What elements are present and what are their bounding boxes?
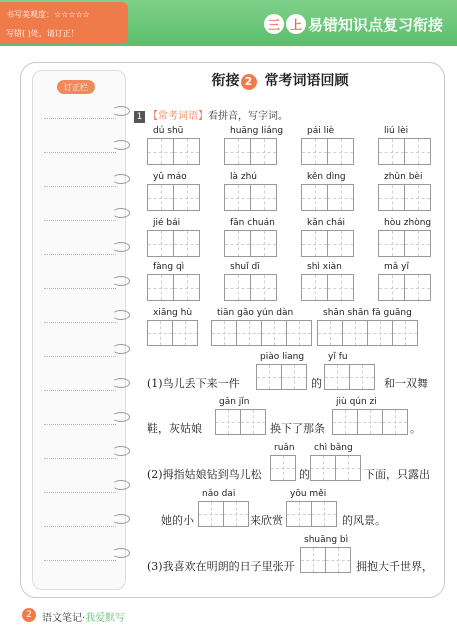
sentence-text: 的 <box>299 468 310 481</box>
answer-boxes <box>224 274 276 301</box>
answer-cell[interactable] <box>301 184 328 211</box>
answer-cell[interactable] <box>236 320 262 346</box>
answer-cell[interactable] <box>172 320 198 346</box>
pinyin-label: yǐ fu <box>328 352 348 362</box>
correction-line <box>44 526 116 527</box>
answer-boxes <box>301 274 353 301</box>
pinyin-label: liú lèi <box>384 126 409 136</box>
answer-boxes <box>286 501 336 527</box>
answer-cell[interactable] <box>335 455 361 481</box>
pinyin-label: fān chuán <box>230 218 275 228</box>
answer-cell[interactable] <box>224 274 251 301</box>
binder-ring <box>112 514 130 524</box>
answer-cell[interactable] <box>281 364 307 390</box>
answer-boxes <box>224 138 276 165</box>
answer-cell[interactable] <box>327 184 354 211</box>
answer-cell[interactable] <box>173 274 200 301</box>
correction-line <box>44 186 116 187</box>
answer-cell[interactable] <box>342 320 368 346</box>
footer-text <box>42 609 125 624</box>
answer-cell[interactable] <box>224 138 251 165</box>
answer-cell[interactable] <box>250 230 277 257</box>
answer-cell[interactable] <box>240 409 266 435</box>
correction-line <box>44 322 116 323</box>
binder-ring <box>112 208 130 218</box>
sentence-text: 和一双舞 <box>384 377 428 390</box>
answer-cell[interactable] <box>357 409 383 435</box>
sentence-text: (3)我喜欢在明朗的日子里张开 <box>147 560 295 573</box>
answer-cell[interactable] <box>378 274 405 301</box>
footer-series: 我爱默写 <box>85 613 126 624</box>
badge-line-neatness: 书写美观度：☆☆☆☆☆ <box>6 10 90 19</box>
answer-cell[interactable] <box>404 138 431 165</box>
answer-cell[interactable] <box>378 184 405 211</box>
answer-cell[interactable] <box>224 230 251 257</box>
answer-boxes <box>211 320 311 346</box>
score-badge <box>0 2 128 44</box>
answer-boxes <box>147 138 199 165</box>
answer-boxes <box>324 364 374 390</box>
answer-cell[interactable] <box>224 184 251 211</box>
pinyin-label: yōu měi <box>290 489 327 499</box>
pinyin-label: hòu zhòng <box>384 218 432 228</box>
answer-boxes <box>378 138 430 165</box>
answer-boxes <box>378 230 430 257</box>
answer-boxes <box>301 184 353 211</box>
section-name: 常考词语回顾 <box>264 73 349 89</box>
pinyin-label: jiù qún zi <box>336 397 377 407</box>
answer-boxes <box>224 230 276 257</box>
answer-cell[interactable] <box>378 230 405 257</box>
answer-boxes <box>301 230 353 257</box>
question-number: 1 <box>134 111 145 123</box>
answer-boxes <box>147 184 199 211</box>
binder-ring <box>112 140 130 150</box>
answer-cell[interactable] <box>223 501 249 527</box>
answer-boxes <box>378 274 430 301</box>
answer-cell[interactable] <box>256 364 282 390</box>
pinyin-label: shuǐ dī <box>230 262 260 272</box>
binder-ring <box>112 276 130 286</box>
answer-cell[interactable] <box>378 138 405 165</box>
pinyin-label: pái liè <box>307 126 335 136</box>
answer-boxes <box>147 230 199 257</box>
question-header <box>134 107 288 123</box>
pinyin-label: là zhú <box>230 172 258 182</box>
binder-ring <box>112 174 130 184</box>
answer-cell[interactable] <box>198 501 224 527</box>
answer-boxes <box>147 274 199 301</box>
correction-line <box>44 288 116 289</box>
correction-line <box>44 118 116 119</box>
answer-cell[interactable] <box>310 455 336 481</box>
answer-cell[interactable] <box>327 274 354 301</box>
binder-ring <box>112 344 130 354</box>
answer-boxes <box>310 455 360 481</box>
answer-cell[interactable] <box>173 230 200 257</box>
answer-cell[interactable] <box>325 547 351 573</box>
pinyin-label: shì xiàn <box>307 262 342 272</box>
binder-ring <box>112 310 130 320</box>
binder-ring <box>112 480 130 490</box>
sentence-text: 的风景。 <box>342 514 386 527</box>
page-number: 2 <box>22 608 36 622</box>
binder-ring <box>112 378 130 388</box>
answer-cell[interactable] <box>147 320 173 346</box>
correction-line <box>44 356 116 357</box>
pinyin-label: kǎn chái <box>307 218 345 228</box>
binder-ring <box>112 106 130 116</box>
answer-cell[interactable] <box>261 320 287 346</box>
sentence-text: 她的小 <box>161 514 194 527</box>
sentence-text: 拥抱大千世界， <box>356 560 433 573</box>
answer-boxes <box>215 409 265 435</box>
answer-cell[interactable] <box>286 501 312 527</box>
correction-line <box>44 560 116 561</box>
answer-cell[interactable] <box>404 184 431 211</box>
answer-cell[interactable] <box>250 184 277 211</box>
answer-boxes <box>224 184 276 211</box>
binder-ring <box>112 446 130 456</box>
pinyin-label: jié bái <box>153 218 181 228</box>
answer-cell[interactable] <box>404 230 431 257</box>
answer-cell[interactable] <box>301 274 328 301</box>
pinyin-label: shuāng bì <box>304 535 349 545</box>
section-number: 2 <box>241 74 257 90</box>
answer-cell[interactable] <box>301 230 328 257</box>
answer-cell[interactable] <box>173 138 200 165</box>
answer-cell[interactable] <box>327 230 354 257</box>
pinyin-label: xiāng hù <box>153 308 193 318</box>
answer-cell[interactable] <box>404 274 431 301</box>
sentence-text: 鞋，灰姑娘 <box>147 422 202 435</box>
answer-cell[interactable] <box>327 138 354 165</box>
sentence-text: 来欣赏 <box>250 514 283 527</box>
correction-line <box>44 254 116 255</box>
pinyin-label: huāng liáng <box>230 126 284 136</box>
sentence-text: 下面，只露出 <box>364 468 430 481</box>
correction-line <box>44 152 116 153</box>
sentence-text: 。 <box>410 422 421 435</box>
answer-cell[interactable] <box>173 184 200 211</box>
binder-ring <box>112 548 130 558</box>
answer-cell[interactable] <box>215 409 241 435</box>
correction-line <box>44 492 116 493</box>
question-tag: 【常考词语】 <box>148 111 208 122</box>
page-title <box>264 12 443 36</box>
pinyin-label: tiān gāo yún dàn <box>217 308 294 318</box>
pinyin-label: mǎ yǐ <box>384 262 409 272</box>
section-prefix: 衔接 <box>211 73 240 89</box>
answer-boxes <box>147 320 197 346</box>
answer-cell[interactable] <box>250 138 277 165</box>
pinyin-label: gǎn jǐn <box>219 397 250 407</box>
answer-cell[interactable] <box>332 409 358 435</box>
pinyin-label: yǔ máo <box>153 172 187 182</box>
binder-ring <box>112 242 130 252</box>
sentence-text: 换下了那条 <box>270 422 325 435</box>
title-circle-char: 上 <box>286 14 306 34</box>
answer-cell[interactable] <box>147 184 174 211</box>
answer-cell[interactable] <box>324 364 350 390</box>
answer-cell[interactable] <box>317 320 343 346</box>
answer-cell[interactable] <box>270 455 296 481</box>
pinyin-label: nǎo dai <box>202 489 236 499</box>
answer-cell[interactable] <box>367 320 393 346</box>
answer-cell[interactable] <box>147 274 174 301</box>
pinyin-label: ruǎn <box>274 443 295 453</box>
question-instruction: 看拼音，写字词。 <box>208 111 288 122</box>
badge-line-errors: 写错( )处，请订正！ <box>6 29 79 38</box>
pinyin-label: fàng qì <box>153 262 185 272</box>
answer-cell[interactable] <box>349 364 375 390</box>
title-circle-char: 三 <box>264 14 284 34</box>
answer-cell[interactable] <box>147 230 174 257</box>
title-text: 易错知识点复习衔接 <box>307 15 443 34</box>
answer-boxes <box>301 138 353 165</box>
correction-sidebar <box>32 70 126 590</box>
answer-boxes <box>332 409 407 435</box>
answer-boxes <box>300 547 350 573</box>
sentence-text: (2)拇指姑娘钻到鸟儿松 <box>147 468 262 481</box>
pinyin-label: chì bǎng <box>314 443 353 453</box>
pinyin-label: zhǔn bèi <box>384 172 423 182</box>
answer-cell[interactable] <box>392 320 418 346</box>
sentence-text: (1)鸟儿丢下来一件 <box>147 377 240 390</box>
correction-line <box>44 390 116 391</box>
answer-cell[interactable] <box>250 274 277 301</box>
correction-line <box>44 424 116 425</box>
footer-book: 语文笔记· <box>42 613 86 624</box>
answer-cell[interactable] <box>211 320 237 346</box>
correction-line <box>44 220 116 221</box>
answer-boxes <box>256 364 306 390</box>
answer-boxes <box>270 455 295 481</box>
answer-boxes <box>317 320 417 346</box>
answer-cell[interactable] <box>286 320 312 346</box>
answer-cell[interactable] <box>311 501 337 527</box>
pinyin-label: piào liang <box>260 352 305 362</box>
pinyin-label: kěn dìng <box>307 172 346 182</box>
answer-cell[interactable] <box>301 138 328 165</box>
sentence-text: 的 <box>311 377 322 390</box>
pinyin-label: shān shān fā guāng <box>323 308 412 318</box>
correction-line <box>44 458 116 459</box>
answer-cell[interactable] <box>382 409 408 435</box>
answer-boxes <box>378 184 430 211</box>
correction-tag: 订正栏 <box>57 80 95 94</box>
answer-cell[interactable] <box>147 138 174 165</box>
answer-cell[interactable] <box>300 547 326 573</box>
pinyin-label: dú shū <box>153 126 184 136</box>
section-title <box>160 70 400 90</box>
answer-boxes <box>198 501 248 527</box>
binder-ring <box>112 412 130 422</box>
